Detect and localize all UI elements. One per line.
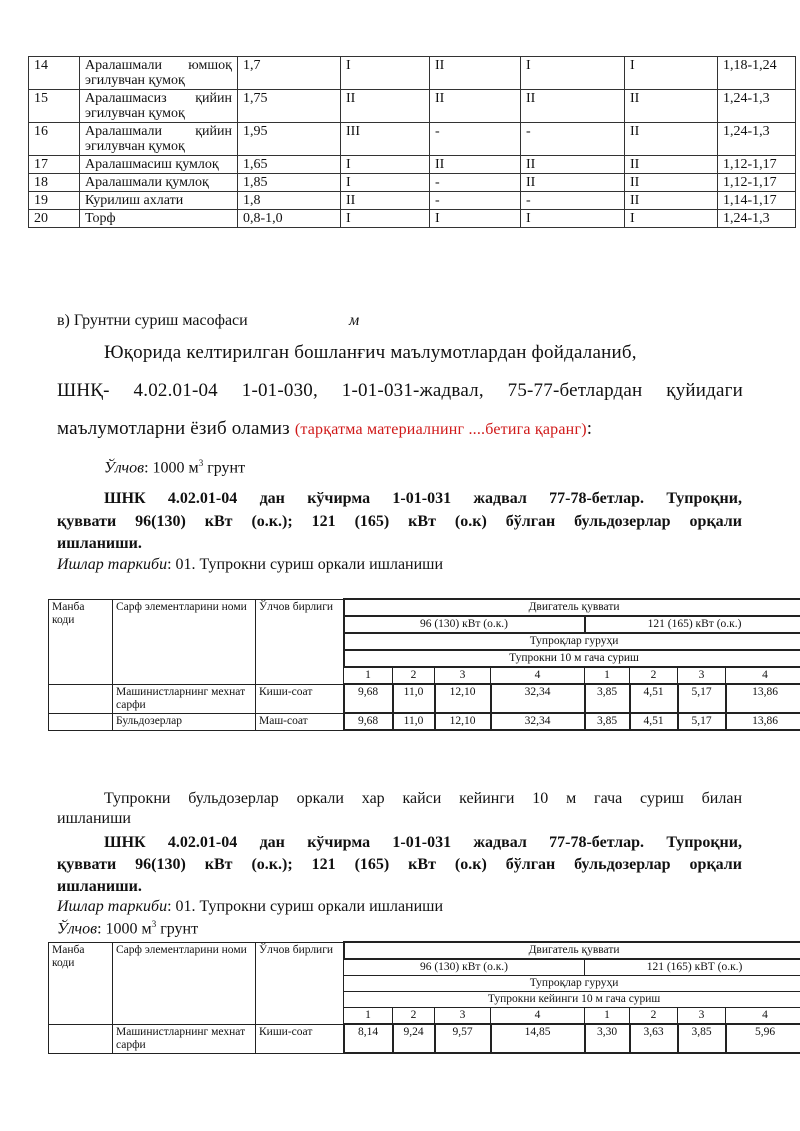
table-row [29,123,796,156]
soil-cell-name: Торф [80,210,238,228]
column-number: 4 [726,1008,800,1025]
t2-body [49,1024,800,1053]
row-value: 9,57 [435,1024,491,1053]
row-name: Машинистларнинг мехнат сарфи [113,684,256,713]
soil-cell-g3: I [521,57,625,90]
column-number: 1 [344,1008,393,1025]
t2-header-code: Манба коди [49,942,113,1024]
measure-2-label: Ўлчов [57,920,98,938]
soil-cell-n: 15 [29,90,80,123]
t1-header-power-96: 96 (130) кВт (о.к.) [344,616,585,633]
soil-cell-g4: II [625,192,718,210]
measure-1-tail: грунт [203,459,246,477]
column-number: 1 [344,667,393,684]
intro-line-1: Юқорида келтирилган бошланғич маълумотлардан фойдаланиб, [104,342,637,363]
soil-cell-k: 1,14-1,17 [718,192,796,210]
row-value: 11,0 [393,713,435,730]
table-row [49,713,800,730]
work-2 [57,898,443,916]
soil-groups-table [28,56,796,228]
table-row [29,57,796,90]
measure-1-value: : 1000 м [144,459,199,477]
shnk-1-line-3: ишланиши. [57,535,142,552]
row-value: 12,10 [435,684,491,713]
row-code [49,684,113,713]
column-number: 3 [435,667,491,684]
column-number: 3 [678,1008,726,1025]
soil-cell-n: 17 [29,156,80,174]
soil-cell-k: 1,12-1,17 [718,174,796,192]
measure-2-sup: 3 [151,919,157,929]
work-1-label: Ишлар таркиби [57,556,168,573]
t2-header-power: Двигатель қуввати [344,942,800,959]
intro-line-3-text: маълумотларни ёзиб оламиз [57,418,290,439]
soil-cell-g4: II [625,90,718,123]
soil-cell-g2: II [430,57,521,90]
measure-2 [57,919,198,938]
t2-header-groups: Тупроқлар гуруҳи [344,976,800,992]
soil-cell-density: 1,85 [238,174,341,192]
row-value: 4,51 [630,684,678,713]
row-value: 3,63 [630,1024,678,1053]
row-code [49,713,113,730]
soil-cell-k: 1,24-1,3 [718,123,796,156]
soil-cell-g4: I [625,210,718,228]
soil-cell-g2: II [430,90,521,123]
row-value: 5,96 [726,1024,800,1053]
soil-cell-g4: II [625,156,718,174]
table-row [29,90,796,123]
t2-header-name: Сарф элементларини номи [113,942,256,1024]
machine-table-2 [48,941,800,1054]
soil-cell-g3: II [521,174,625,192]
row-code [49,1024,113,1053]
soil-cell-g3: II [521,90,625,123]
row-value: 3,85 [585,684,630,713]
t1-header-groups: Тупроқлар гуруҳи [344,633,800,650]
soil-cell-name: Аралашмасиш қумлоқ [80,156,238,174]
machine-table-1 [48,598,800,731]
soil-cell-n: 14 [29,57,80,90]
row-value: 4,51 [630,713,678,730]
soil-cell-g1: I [341,174,430,192]
measure-1-sup: 3 [198,458,204,468]
work-2-label: Ишлар таркиби [57,898,168,915]
soil-cell-n: 20 [29,210,80,228]
row-value: 13,86 [726,713,800,730]
row-name: Бульдозерлар [113,713,256,730]
shnk-2-line-2: қуввати 96(130) кВт (о.к.); 121 (165) кВт (о.к) бўлган бульдозерлар орқали [57,856,742,873]
column-number: 2 [393,1008,435,1025]
t1-body [49,684,800,730]
column-number: 1 [585,667,630,684]
soil-cell-density: 1,95 [238,123,341,156]
soil-cell-k: 1,24-1,3 [718,90,796,123]
soil-cell-g2: II [430,156,521,174]
shnk-2-line-1: ШНК 4.02.01-04 дан кўчирма 1-01-031 жадвал 77-78-бетлар. Тупроқни, [104,834,742,851]
soil-cell-name: Аралашмасиз қийин эгилувчан қумоқ [80,90,238,123]
row-value: 12,10 [435,713,491,730]
t1-header-power-121: 121 (165) кВт (о.к.) [585,616,800,633]
work-1 [57,556,443,574]
para-2-line-2: ишланиши [57,810,131,827]
t2-header-power-96: 96 (130) кВт (о.к.) [344,959,585,976]
soil-cell-name: Аралашмали қийин эгилувчан қумоқ [80,123,238,156]
intro-reference: (тарқатма материалнинг ....бетига қаранг) [294,421,587,438]
column-number: 2 [630,1008,678,1025]
soil-cell-n: 19 [29,192,80,210]
soil-cell-k: 1,18-1,24 [718,57,796,90]
soil-cell-g3: - [521,123,625,156]
t1-header-name: Сарф элементларини номи [113,599,256,684]
row-name: Машинистларнинг мехнат сарфи [113,1024,256,1053]
row-value: 14,85 [491,1024,585,1053]
shnk-1-line-2: қуввати 96(130) кВт (о.к.); 121 (165) кВт (о.к) бўлган бульдозерлар орқали [57,513,742,530]
column-number: 3 [678,667,726,684]
work-2-text: : 01. Тупрокни суриш оркали ишланиши [167,898,444,915]
row-value: 5,17 [678,713,726,730]
soil-cell-density: 1,8 [238,192,341,210]
intro-line-3 [57,418,592,440]
row-value: 32,34 [491,713,585,730]
soil-cell-g4: II [625,123,718,156]
soil-cell-g3: II [521,156,625,174]
table-row [29,210,796,228]
soil-cell-g1: I [341,210,430,228]
soil-cell-density: 1,65 [238,156,341,174]
row-value: 3,85 [585,713,630,730]
t2-header-unit: Ўлчов бирлиги [256,942,344,1024]
row-value: 13,86 [726,684,800,713]
row-value: 5,17 [678,684,726,713]
soil-cell-name: Аралашмали қумлоқ [80,174,238,192]
row-unit: Киши-соат [256,684,344,713]
row-unit: Маш-соат [256,713,344,730]
table-row [29,156,796,174]
row-value: 3,85 [678,1024,726,1053]
shnk-1-line-1: ШНК 4.02.01-04 дан кўчирма 1-01-031 жадвал 77-78-бетлар. Тупроқни, [104,490,742,507]
table-row [29,174,796,192]
shnk-2-line-3: ишланиши. [57,878,142,895]
soil-cell-density: 1,7 [238,57,341,90]
soil-cell-g1: I [341,57,430,90]
row-value: 9,24 [393,1024,435,1053]
column-number: 1 [585,1008,630,1025]
t1-header-unit: Ўлчов бирлиги [256,599,344,684]
soil-cell-g2: - [430,174,521,192]
section-v-unit: м [349,312,360,329]
soil-cell-name: Аралашмали юмшоқ эгилувчан қумоқ [80,57,238,90]
soil-cell-g2: I [430,210,521,228]
soil-cell-g3: - [521,192,625,210]
soil-cell-name: Курилиш ахлати [80,192,238,210]
column-number: 4 [491,667,585,684]
para-2-line-1: Тупрокни бульдозерлар оркали хар кайси кейинги 10 м гача суриш билан [104,790,742,807]
soil-cell-g4: I [625,57,718,90]
row-value: 9,68 [344,684,393,713]
measure-2-tail: грунт [156,920,199,938]
soil-cell-density: 0,8-1,0 [238,210,341,228]
row-value: 32,34 [491,684,585,713]
t2-header-power-121: 121 (165) кВТ (о.к.) [585,959,800,976]
section-v-line [57,312,360,330]
soil-cell-g2: - [430,192,521,210]
soil-cell-g4: II [625,174,718,192]
t1-header-distance: Тупрокни 10 м гача суриш [344,650,800,667]
measure-2-value: : 1000 м [97,920,152,938]
soil-cell-g2: - [430,123,521,156]
row-value: 11,0 [393,684,435,713]
intro-colon: : [586,418,593,439]
column-number: 4 [491,1008,585,1025]
soil-cell-n: 18 [29,174,80,192]
measure-1-label: Ўлчов [104,459,145,477]
soil-cell-n: 16 [29,123,80,156]
column-number: 3 [435,1008,491,1025]
t1-header-power: Двигатель қуввати [344,599,800,616]
soil-cell-k: 1,24-1,3 [718,210,796,228]
column-number: 4 [726,667,800,684]
t2-header-distance: Тупрокни кейинги 10 м гача суриш [344,992,800,1008]
soil-cell-g1: I [341,156,430,174]
row-unit: Киши-соат [256,1024,344,1053]
row-value: 8,14 [344,1024,393,1053]
work-1-text: : 01. Тупрокни суриш оркали ишланиши [167,556,444,573]
measure-1 [104,458,245,477]
intro-line-2: ШНҚ- 4.02.01-04 1-01-030, 1-01-031-жадвал, 75-77-бетлардан қуйидаги [57,380,743,401]
section-v-label: в) Грунтни суриш масофаси [57,312,248,329]
soil-cell-g3: I [521,210,625,228]
soil-cell-k: 1,12-1,17 [718,156,796,174]
soil-cell-density: 1,75 [238,90,341,123]
table-row [29,192,796,210]
row-value: 3,30 [585,1024,630,1053]
column-number: 2 [393,667,435,684]
row-value: 9,68 [344,713,393,730]
column-number: 2 [630,667,678,684]
soil-cell-g1: II [341,90,430,123]
table-row [49,684,800,713]
t1-header-code: Манба коди [49,599,113,684]
soil-cell-g1: III [341,123,430,156]
table-row [49,1024,800,1053]
soil-table-body [29,57,796,228]
soil-cell-g1: II [341,192,430,210]
